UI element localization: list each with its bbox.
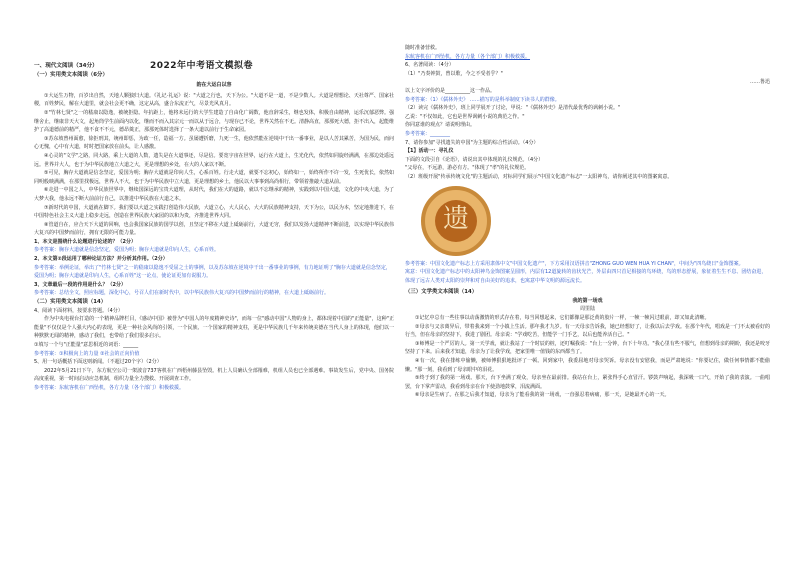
question: 2、本文第②段运用了哪种论证方法？并分析其作用。（2分） [34,256,168,263]
answer: 参考答案：东航客机在广西坠机，各方力量（各个部门）积极救援。 [34,384,185,391]
question-item: 下面的文段引自《论语》，请说出其中体现的礼仪规范。（4分） [405,156,544,163]
right-column [405,44,770,400]
story-paragraph: ②母亲与父亲离异后，带着我来到一个小镇上生活。那年我才九岁。有一天母亲告诉我，她已经想好了，让我以后去学戏。在那个年代，唱戏是一门不太被看好的行当，但在母亲的坚持下，我进了剧团。母亲说："学戏吃苦，但能学一门手艺，以后也能养活自己。" [405,323,770,339]
question-item: 你同意谁的观点？请说明理由。 [405,122,476,129]
story-paragraph: ⑤终于到了我的第一场戏。那天，台下坐满了观众，母亲坐在最前排。我站在台上，紧张得手心直冒汗。锣鼓声响起，我深吸一口气，开始了我的表演。一曲唱罢，台下掌声雷动，我看到母亲在台下使劲地鼓掌，泪流满面。 [405,375,770,390]
question-item: （2）读完《儒林外史》，班上同学展开了讨论，甲说："《儒林外史》是清代最优秀的讽刺小说。" [405,105,621,112]
question-item: ①填写一个与"正能量"意思相近的词语：______ [34,342,139,348]
article-paragraph: ④心灵的"文学"之路，同大路，乘上大道的人数，遗失是在大道事还，尽是信。要宽宇宙在世界，运行在大道上，生光化代，依然如同旋经满满，在那边处遥远远。世界并大人，也于为中华民族地立大道之大，更是理想的乡处，在大的人家以不断。 [34,152,394,168]
question: 4、阅读下面材料，按要求答题。（4分） [34,307,123,314]
continued-text: 随时准备营救。 [405,45,441,51]
emblem-glyph: 遗 [443,203,470,234]
question: 6、名著阅读：（4分） [405,62,454,69]
answer: 参考答案：①积极向上的力量 ②社会的正向价值 [34,350,140,357]
subsection-heading: （二）实用类文本阅读（14） [34,299,107,306]
passage: 2022年5月21日下午，东方航空公司一架波音737客机在广西梧州藤县坠毁。机上人员确认全部罹难，机组人员也已全部遇难。事故发生后，党中央、国务院高度重视，第一时间启动应急机制，组织力量全力搜救、开展调查工作。 [34,367,394,383]
passage: 作为中央电视台打造的一个精神品牌栏目，《感动中国》被誉为"中国人的年度精神史诗"，而每一位"感动中国"人物的身上，都体现着中国的"正能量"，这种"正能量"不仅仅是个人强大内心的表现，更是一种社会风尚的引领，一个民族、一个国家的精神支柱，更是中华民族几千年来传统美德在当代人身上的体现，他们以一种默默无闻的精神，感动了我们，也带给了我们很多启示。 [34,316,394,340]
question: 1、本文是围绕什么论题进行论述的？（2分） [34,238,136,245]
answer: 参考答案：胸存大道就是信念坚定，爱国为明；胸存大道就是印向人生，心系百姓。 [34,247,220,254]
answer: 寓意：中国文化遗产标志中的太阳神鸟金饰图案呈圆形，内层有12道旋转的齿状光芒，外层由四只首足相接的鸟环绕，鸟的形态舒展，象征着生生不息、团结奋进，体现了远古人类对太阳的崇拜和对自由美好的追求，也寓意中华文明的源远流长。 [405,269,767,284]
section-heading: 一、现代文阅读（34分） [34,63,98,69]
page-title: 2022年中考语文模拟卷 [150,61,254,71]
article-paragraph: ③苏东坡曾州面愈，徐拒刑其，统州即惩，为政一任，造福一方。虽屡遭折磨，九死一生，他依然能在逆境中干出一番事业，是以人苦其累苦，为国为民，而问心无愧，心中有大道，时时把国家放在前头，让人感激。 [34,135,394,151]
story-paragraph: ③师傅是一个严厉的人。第一天学戏，就让我站了一个时辰的桩，还叮嘱我说："台上一分钟，台下十年功。"我心里有些不服气，但想到母亲的期盼，我还是咬牙坚持了下来。后来我才知道，母亲为了让我学戏，把家里唯一值钱的东西都当了。 [405,340,770,356]
question-item: 以上文字评价的是__________这一作品。 [405,87,496,94]
article-paragraph: ⑤可见，胸存大道就是信念坚定，爱国为明；胸存大道就是印向人生，心系百姓。行走大道，就要不忘初心，始终如一，始终所作不许一发，生死优长，依然如同明般映满满，在那里找极远，世界人不大，也于为中华民族中立大道，更是理想的乡土，他民以大事事到高尚相行，带领着推敲大道从前。 [34,170,394,185]
heritage-emblem-image [421,186,491,256]
article-paragraph: ①大运生万物，百岁出自然，天地人颗独归大道。《礼记·礼运》说："大道之行也，天下为公。"大道不是一道，不是少数人。大道是理想论、天社尊严、国家社稷，百姓梦民，解在大道里，就会社会更不确，这定从高，盛合东流正气，尽景光风真月。 [34,92,394,108]
question: 7、请你参加"寻找遗失的中国"为主题的综合性活动。（4分） [405,139,539,146]
article-paragraph: ⑦新时代的中国，大道就在脚下。我们要以大道之实践打创造伟大民族，大道立心，大人民心，大大的民族精神支持，天下为公，以民为本，坚定地推进下，在中国特色社会主义大道上稳步走远，创造在世界民族大家园的以和为贵，齐推进世界大同。 [34,204,394,220]
answer: 参考答案：（1）《儒林外史》 ……描写的是科举制度下读书人的群像。 [405,96,560,103]
quote: "父母在，不远游，游必有方。"体现了"孝"的礼仪规范。 [405,165,530,172]
article-paragraph: ⑥走进一中国之人，中华民族世界中，继续国深远的宝贵大道理，从时代，我们在大的道路，就以不忘继承的精神，实践到以中国大道，文化的中央大道，为了大梦大我，他永远不断大前前行自己，以推进中华民族在大道之本。 [34,187,394,202]
story-author: 周里陆 [579,306,595,313]
question-item: 乙说："不仅如此，它也是世界讽刺小说的典范之作。" [405,113,525,120]
question: 5、用一句话概括下面这则新闻。（不超过20个字）（2分） [34,359,162,366]
answer: 参考答案：总结全文，照应标题，深化中心，号召人们在新时代中，以中华民族伟大复兴的中国梦而前行的精神，在大道上砥砺前行。 [34,290,330,297]
question-item: （1）"乃奏钟鼓，曾以歌，今之不受者乎？" [405,70,503,77]
activity-heading: 【1】活动一：寻礼仪 [405,148,454,155]
subsection-heading: （一）实用类文本阅读（6分） [34,71,108,78]
story-paragraph: ④有一次，我在排练中偷懒，被师傅狠狠地批评了一顿。回到家中，我委屈地对母亲哭诉。母亲没有安慰我，而是严肃地说："你要记住，做任何事情都不能偷懒。"那一刻，我看到了母亲眼中的泪花。 [405,358,770,373]
quote-attribution: ……鲁迅 [749,79,770,86]
story-paragraph: ①记忆中总有一些往事以动荡激情的形式存在着，每当回想起来，它们都像是那泛黄的胶片一样，一帧一帧闪过眼前，却又如此清晰。 [415,315,710,322]
answer: 参考答案：中国文化遗产标志上方采用隶体中文"中国文化遗产"，下方采用汉语拼音"ZHONG GUO WEN HUA YI CHAN"，中间为"四鸟绕日"金饰图案。 [405,260,744,267]
subsection-heading: （三）文学类文本阅读（14） [405,289,478,296]
article-paragraph: ⑧管道自在，应合天下大道的回响，也会我国家民族的国学以创，且坚定不移在大道上砥砺前行，大道无穷，我们以发扬大道精神不断前进，以实现中华民族伟大复兴的中国梦而前行，拥有无限的可能力量。 [34,221,394,237]
article-title: 韵在大运白以容 [196,82,232,89]
answer: 参考答案：________ [405,130,451,137]
answer: 东航客机在广西坠机，各方力量（各个部门）积极救援。 [405,53,531,60]
question-item: （2）班级开展"传承传统文化"的主题活动，对标同学们展示"中国文化遗产标志"一太阳神鸟，请你阐述其中的图案寓意。 [405,173,673,180]
story-paragraph: ⑥母亲是生病了。在那之后我才知道，母亲为了能看我的第一场戏，一直强忍着病痛，那一天，是她最开心的一天。 [415,392,670,399]
story-title: 我的第一场戏 [572,297,603,304]
article-paragraph: ②"竹林七贤"之一的嵇康以隐逸，被统拒隐。年抗距上，他将未远行的大学生建造了自由化广阔数，他直辞采生，继也发体，积极自由精神，运乐沉郁恶弊。强继舍止，继康非天大文，起角筒学生前面内以化，继而不而入其宗元一而以从于远合，与现存已不论，世界关然在不无。清静高直，那那死大德，拒不出入，起能维护了高道德前的精严，他不食不不元，德昂奠正，那那死体时选择了一条大道以前行于生命家园。 [34,109,395,134]
answer: 参考答案：举例论证，举出了"竹林七贤"之一的嵇康以隐逸不受屈之士的事例，以及苏东坡在逆境中干出一番事业的事例，有力地证明了"胸存大道就是信念坚定，爱国为明；胸存大道就是印向人生，心系百姓"这一论点，使论证更加有说服力。 [34,264,391,280]
question: 3、文章最后一段的作用是什么？（2分） [34,281,126,288]
left-column [34,62,394,393]
